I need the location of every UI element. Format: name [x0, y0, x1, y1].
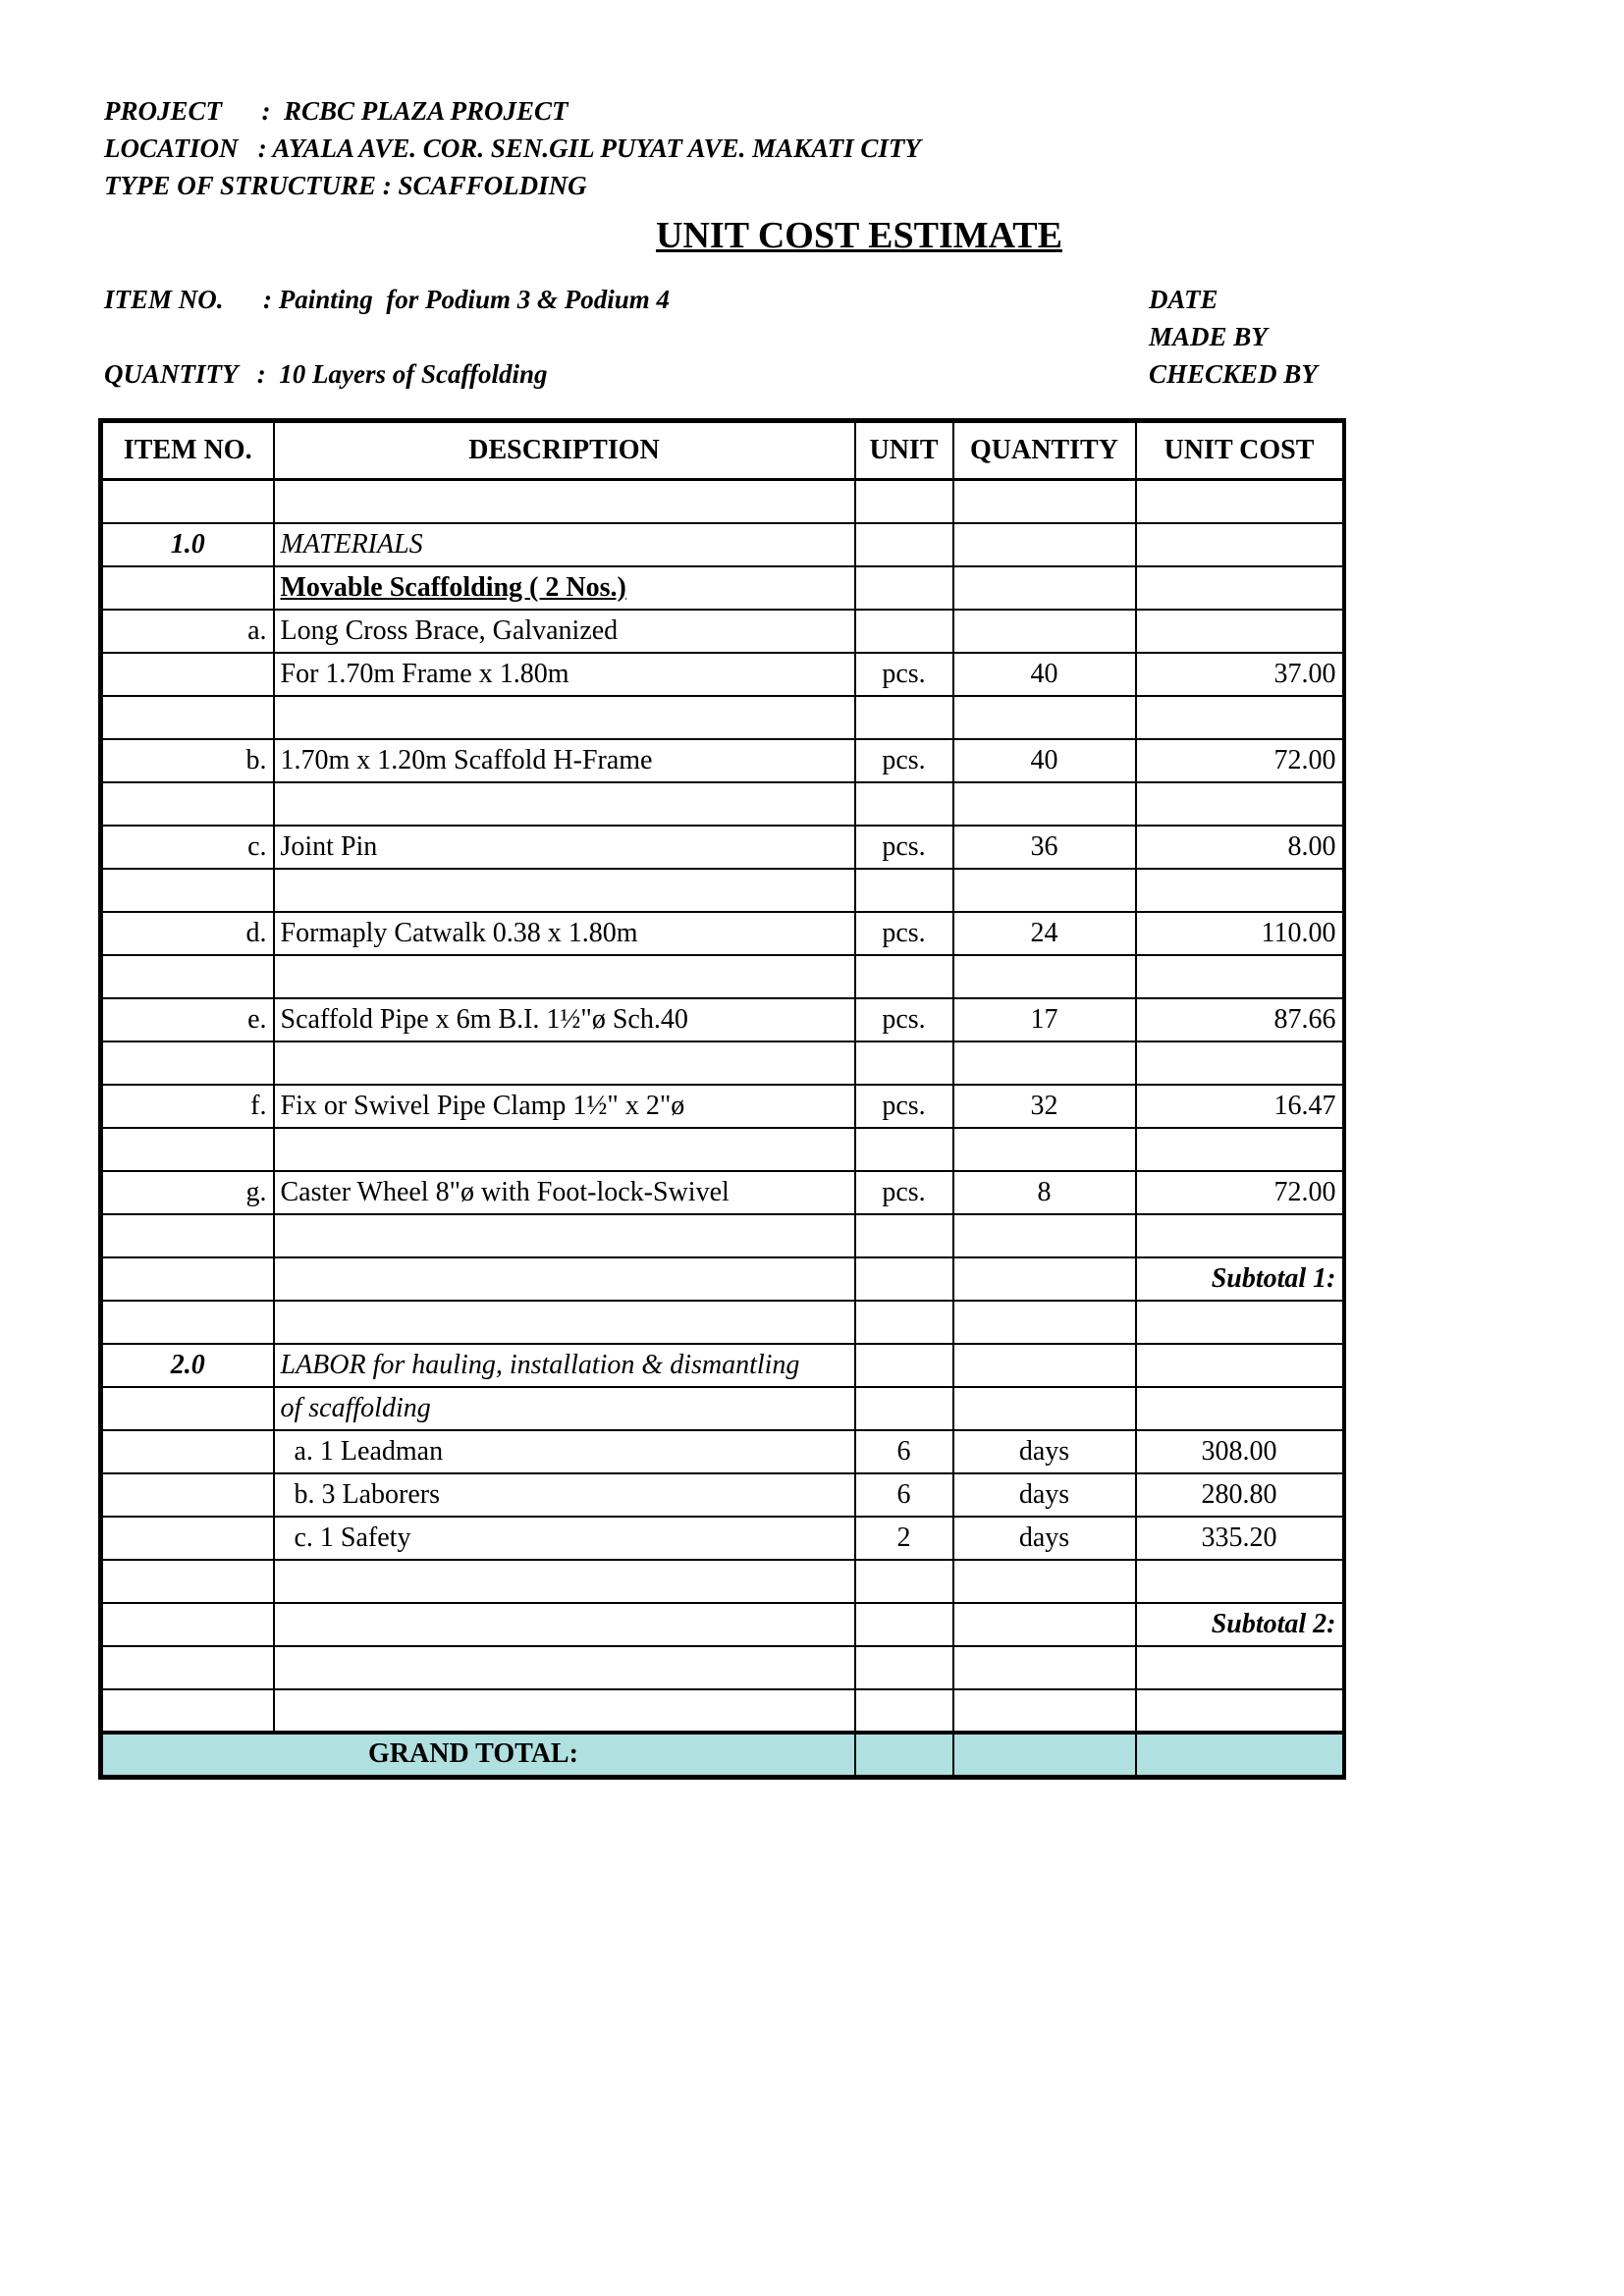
item-quantity: 17 — [953, 998, 1136, 1041]
item-quantity: 36 — [953, 826, 1136, 869]
item-description: 1.70m x 1.20m Scaffold H-Frame — [274, 739, 855, 782]
item-unit-cost: 87.66 — [1136, 998, 1344, 1041]
table-row — [101, 1041, 1344, 1085]
item-quantity: 40 — [953, 653, 1136, 696]
quantity-line: QUANTITY : 10 Layers of Scaffolding — [104, 359, 548, 389]
item-description: Long Cross Brace, Galvanized — [274, 610, 855, 653]
item-unit: pcs. — [855, 653, 953, 696]
labor-unit-cost: 308.00 — [1136, 1430, 1344, 1473]
labor-unit: 2 — [855, 1517, 953, 1560]
col-item-no: ITEM NO. — [101, 421, 274, 480]
item-unit-cost: 72.00 — [1136, 739, 1344, 782]
item-description: Caster Wheel 8"ø with Foot-lock-Swivel — [274, 1171, 855, 1214]
labor-row — [101, 1473, 1344, 1517]
item-letter: b. — [101, 739, 274, 782]
structure-line: TYPE OF STRUCTURE : SCAFFOLDING — [104, 171, 587, 200]
table-row — [101, 1301, 1344, 1344]
item-unit-cost: 16.47 — [1136, 1085, 1344, 1128]
subtotal-1-label: Subtotal 1: — [1136, 1257, 1344, 1301]
item-unit: pcs. — [855, 826, 953, 869]
labor-description: a. 1 Leadman — [274, 1430, 855, 1473]
item-unit-cost: 8.00 — [1136, 826, 1344, 869]
made-by-label: MADE BY — [1149, 322, 1268, 351]
location-line: LOCATION : AYALA AVE. COR. SEN.GIL PUYAT AVE. MAKATI CITY — [104, 133, 921, 163]
labor-unit: 6 — [855, 1473, 953, 1517]
item-unit-cost: 72.00 — [1136, 1171, 1344, 1214]
item-quantity: 8 — [953, 1171, 1136, 1214]
item-letter: g. — [101, 1171, 274, 1214]
item-no-line: ITEM NO. : Painting for Podium 3 & Podium 4 — [104, 285, 671, 314]
labor-unit-cost: 335.20 — [1136, 1517, 1344, 1560]
project-line: PROJECT : RCBC PLAZA PROJECT — [104, 96, 568, 126]
subtotal-row — [101, 1603, 1344, 1646]
table-row — [101, 1085, 1344, 1128]
item-unit: pcs. — [855, 1085, 953, 1128]
item-letter: c. — [101, 826, 274, 869]
table-row — [101, 1214, 1344, 1257]
table-row — [101, 566, 1344, 610]
table-row — [101, 1387, 1344, 1430]
item-description: Formaply Catwalk 0.38 x 1.80m — [274, 912, 855, 955]
labor-title-continued: of scaffolding — [274, 1387, 855, 1430]
table-row — [101, 826, 1344, 869]
table-row — [101, 696, 1344, 739]
item-letter: f. — [101, 1085, 274, 1128]
item-description: Joint Pin — [274, 826, 855, 869]
table-row — [101, 955, 1344, 998]
item-description: Fix or Swivel Pipe Clamp 1½" x 2"ø — [274, 1085, 855, 1128]
item-unit-cost: 110.00 — [1136, 912, 1344, 955]
labor-section-row — [101, 1344, 1344, 1387]
materials-section-row — [101, 523, 1344, 566]
item-description: Scaffold Pipe x 6m B.I. 1½"ø Sch.40 — [274, 998, 855, 1041]
labor-unit-cost: 280.80 — [1136, 1473, 1344, 1517]
table-row — [101, 1646, 1344, 1689]
labor-title: LABOR for hauling, installation & dismantling — [274, 1344, 855, 1387]
item-letter: a. — [101, 610, 274, 653]
item-quantity: 32 — [953, 1085, 1136, 1128]
table-header-row — [101, 421, 1344, 480]
item-unit-cost: 37.00 — [1136, 653, 1344, 696]
item-unit: pcs. — [855, 912, 953, 955]
labor-description: b. 3 Laborers — [274, 1473, 855, 1517]
item-unit: pcs. — [855, 1171, 953, 1214]
item-letter: d. — [101, 912, 274, 955]
item-description: For 1.70m Frame x 1.80m — [274, 653, 855, 696]
table-row — [101, 998, 1344, 1041]
date-label: DATE — [1149, 285, 1218, 314]
table-row — [101, 1560, 1344, 1603]
table-row — [101, 610, 1344, 653]
col-unit: UNIT — [855, 421, 953, 480]
materials-no: 1.0 — [101, 523, 274, 566]
item-unit: pcs. — [855, 739, 953, 782]
checked-by-label: CHECKED BY — [1149, 359, 1318, 389]
table-row — [101, 739, 1344, 782]
table-row — [101, 869, 1344, 912]
labor-no: 2.0 — [101, 1344, 274, 1387]
table-row — [101, 1171, 1344, 1214]
item-quantity: 40 — [953, 739, 1136, 782]
col-description: DESCRIPTION — [274, 421, 855, 480]
page-title: UNIT COST ESTIMATE — [656, 215, 1062, 256]
grand-total-row — [101, 1733, 1344, 1778]
subtotal-2-label: Subtotal 2: — [1136, 1603, 1344, 1646]
table-row — [101, 912, 1344, 955]
estimate-table — [98, 418, 1346, 1780]
materials-subheading: Movable Scaffolding ( 2 Nos.) — [274, 566, 855, 610]
grand-total-label: GRAND TOTAL: — [101, 1733, 855, 1778]
table-row — [101, 782, 1344, 826]
item-quantity: 24 — [953, 912, 1136, 955]
labor-quantity: days — [953, 1430, 1136, 1473]
labor-quantity: days — [953, 1473, 1136, 1517]
labor-quantity: days — [953, 1517, 1136, 1560]
col-unit-cost: UNIT COST — [1136, 421, 1344, 480]
table-row — [101, 653, 1344, 696]
table-row — [101, 1128, 1344, 1171]
col-quantity: QUANTITY — [953, 421, 1136, 480]
item-letter: e. — [101, 998, 274, 1041]
labor-row — [101, 1517, 1344, 1560]
item-unit: pcs. — [855, 998, 953, 1041]
subtotal-row — [101, 1257, 1344, 1301]
labor-unit: 6 — [855, 1430, 953, 1473]
materials-title: MATERIALS — [274, 523, 855, 566]
labor-row — [101, 1430, 1344, 1473]
labor-description: c. 1 Safety — [274, 1517, 855, 1560]
table-row — [101, 1689, 1344, 1733]
table-row — [101, 480, 1344, 523]
